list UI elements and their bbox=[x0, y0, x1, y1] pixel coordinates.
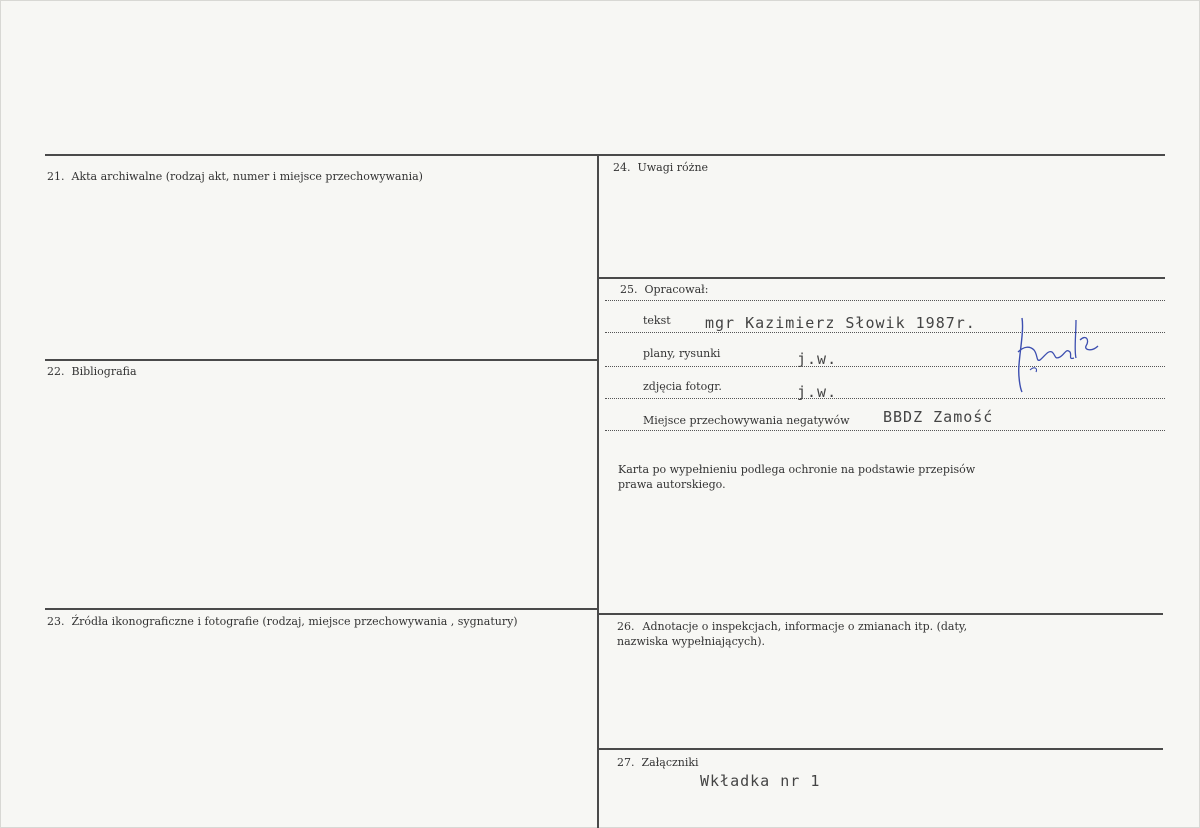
row-negatywy-value: BBDZ Zamość bbox=[883, 408, 994, 426]
top-rule bbox=[45, 154, 1165, 156]
field-24-text: Uwagi różne bbox=[637, 161, 709, 174]
dotted-line bbox=[605, 300, 1165, 301]
field-27-label bbox=[617, 756, 699, 770]
field-27-value: Wkładka nr 1 bbox=[700, 772, 821, 790]
field-21-text: Akta archiwalne (rodzaj akt, numer i miejsce przechowywania) bbox=[71, 170, 423, 183]
field-23-text: Źródła ikonograficzne i fotografie (rodzaj, miejsce przechowywania , sygnatury) bbox=[71, 615, 518, 628]
field-26-label bbox=[617, 619, 967, 649]
row-tekst-value: mgr Kazimierz Słowik 1987r. bbox=[705, 314, 976, 332]
field-27-number: 27. bbox=[617, 756, 635, 769]
rule-27 bbox=[598, 748, 1163, 750]
row-zdjecia-label: zdjęcia fotogr. bbox=[643, 380, 722, 393]
row-plany-label: plany, rysunki bbox=[643, 347, 721, 360]
field-22-text: Bibliografia bbox=[71, 365, 137, 378]
field-27-text: Załączniki bbox=[641, 756, 699, 769]
field-23-label bbox=[47, 615, 518, 629]
copyright-note bbox=[618, 462, 975, 492]
field-21-number: 21. bbox=[47, 170, 65, 183]
row-negatywy-label: Miejsce przechowywania negatywów bbox=[643, 414, 850, 427]
field-26-number: 26. bbox=[617, 620, 635, 633]
dotted-line bbox=[605, 398, 1165, 399]
field-22-number: 22. bbox=[47, 365, 65, 378]
signature bbox=[1010, 310, 1105, 395]
rule-26 bbox=[598, 613, 1163, 615]
field-24-number: 24. bbox=[613, 161, 631, 174]
field-26-line-1: Adnotacje o inspekcjach, informacje o zmianach itp. (daty, bbox=[642, 620, 968, 633]
dotted-line bbox=[605, 430, 1165, 431]
field-24-label bbox=[613, 161, 708, 175]
center-divider bbox=[597, 155, 599, 828]
copyright-note-line-1: Karta po wypełnieniu podlega ochronie na podstawie przepisów bbox=[618, 463, 976, 476]
field-25-text: Opracował: bbox=[644, 283, 709, 296]
rule-25 bbox=[598, 277, 1165, 279]
field-25-label bbox=[620, 283, 708, 297]
field-25-number: 25. bbox=[620, 283, 638, 296]
row-plany-value: j.w. bbox=[797, 350, 838, 368]
row-zdjecia-value: j.w. bbox=[797, 383, 838, 401]
rule-23 bbox=[45, 608, 598, 610]
copyright-note-line-2: prawa autorskiego. bbox=[618, 478, 726, 491]
field-23-number: 23. bbox=[47, 615, 65, 628]
field-22-label bbox=[47, 365, 137, 379]
field-26-line-2: nazwiska wypełniających). bbox=[617, 635, 766, 648]
rule-22 bbox=[45, 359, 598, 361]
field-21-label bbox=[47, 170, 423, 184]
row-tekst-label: tekst bbox=[643, 314, 671, 327]
